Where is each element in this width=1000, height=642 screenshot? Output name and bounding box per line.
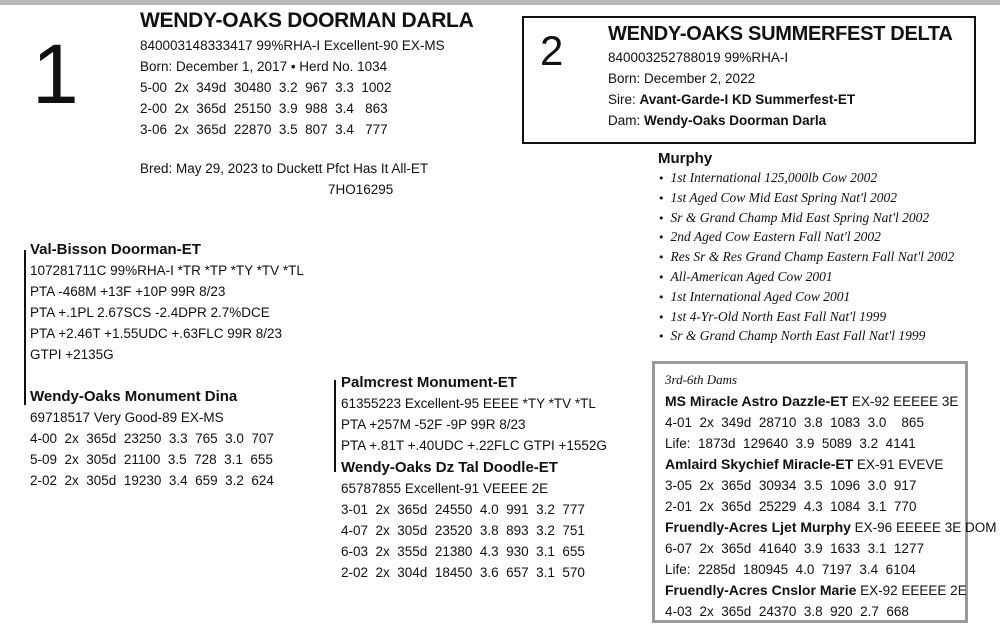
award-item: • 2nd Aged Cow Eastern Fall Nat'l 2002 [658,228,954,248]
lot2-sire [608,89,953,110]
award-item: • Res Sr & Res Grand Champ Eastern Fall Nat'l 2002 [658,248,954,268]
sire2-line: PTA +257M -52F -9P 99R 8/23 [341,417,526,432]
dam2-name: Wendy-Oaks Dz Tal Doodle-ET [341,459,558,476]
dams-entry-line: 6-07 2x 365d 41640 3.9 1633 3.1 1277 [665,540,924,556]
lot2-dam-label: Dam: [608,113,641,128]
lot2-box [522,16,976,144]
award-item: • All-American Aged Cow 2001 [658,268,954,288]
dams-entry-class: EX-92 EEEEE 2E [856,582,967,598]
lot2-dam-name: Wendy-Oaks Doorman Darla [644,113,827,128]
dams-entry-class: EX-92 EEEEE 3E [848,393,959,409]
dam2-line: 2-02 2x 304d 18450 3.6 657 3.1 570 [341,565,585,580]
lot1-born: Born: December 1, 2017 • Herd No. 1034 [140,59,388,74]
dams-entry [665,517,996,538]
dams-entry-class: EX-91 EVEVE [853,456,944,472]
dams-entry [665,391,996,412]
lot1-record: 3-06 2x 365d 22870 3.5 807 3.4 777 [140,122,388,137]
award-item: • 1st 4-Yr-Old North East Fall Nat'l 1999 [658,308,954,328]
sire2-name: Palmcrest Monument-ET [341,374,517,391]
lot2-number: 2 [540,27,564,74]
dams-entry [665,580,996,601]
dams-entry-name: Fruendly-Acres Cnslor Marie [665,581,857,598]
dams-entry-name: MS Miracle Astro Dazzle-ET [665,392,849,409]
pedigree-bracket [334,380,336,472]
lot1-registration: 840003148333417 99%RHA-I Excellent-90 EX-MS [140,38,445,53]
top-border [0,0,1000,5]
dam2-line: 6-03 2x 355d 21380 4.3 930 3.1 655 [341,544,585,559]
dams-entry-name: Fruendly-Acres Ljet Murphy [665,518,851,535]
sire1-name: Val-Bisson Doorman-ET [30,241,201,258]
dam2-line: 4-07 2x 305d 23520 3.8 893 3.2 751 [341,523,585,538]
sire1-line: PTA -468M +13F +10P 99R 8/23 [30,284,226,299]
dam1-name: Wendy-Oaks Monument Dina [30,388,238,405]
dam1-line: 4-00 2x 365d 23250 3.3 765 3.0 707 [30,431,274,446]
dams-entry-line: Life: 2285d 180945 4.0 7197 3.4 6104 [665,561,916,577]
lot2-sire-label: Sire: [608,92,636,107]
pedigree-bracket [24,250,26,405]
sire1-line: GTPI +2135G [30,347,114,362]
award-item: • 1st Aged Cow Mid East Spring Nat'l 2002 [658,189,954,209]
lot2-sire-name: Avant-Garde-I KD Summerfest-ET [639,92,856,107]
lot1-bred-code: 7HO16295 [328,182,394,197]
dam1-line: 69718517 Very Good-89 EX-MS [30,410,224,425]
sire2-line: 61355223 Excellent-95 EEEE *TY *TV *TL [341,396,596,411]
lot2-title: WENDY-OAKS SUMMERFEST DELTA [608,23,953,45]
award-item: • 1st International 125,000lb Cow 2002 [658,169,954,189]
lot1-record: 2-00 2x 365d 25150 3.9 988 3.4 863 [140,101,388,116]
sire1-block [30,240,304,365]
sire2-block [341,373,607,456]
sire1-line: PTA +.1PL 2.67SCS -2.4DPR 2.7%DCE [30,305,270,320]
lot2-registration: 840003252788019 99%RHA-I [608,50,789,65]
murphy-awards [658,169,954,347]
lot2-born: Born: December 2, 2022 [608,71,756,86]
sire1-line: PTA +2.46T +1.55UDC +.63FLC 99R 8/23 [30,326,283,341]
award-item: • Sr & Grand Champ North East Fall Nat'l 1999 [658,327,954,347]
dams-entry-line: 2-01 2x 365d 25229 4.3 1084 3.1 770 [665,498,917,514]
sire2-line: PTA +.81T +.40UDC +.22FLC GTPI +1552G [341,438,607,453]
dam1-line: 2-02 2x 305d 19230 3.4 659 3.2 624 [30,473,274,488]
dam2-block [341,458,585,583]
dam2-line: 65787855 Excellent-91 VEEEE 2E [341,481,549,496]
murphy-block [658,149,954,347]
dams-entry [665,454,996,475]
dams-entry-line: 4-03 2x 365d 24370 3.8 920 2.7 668 [665,603,909,619]
lot1-bred: Bred: May 29, 2023 to Duckett Pfct Has It All-ET [140,161,429,176]
dam1-block [30,387,274,491]
lot-number: 1 [32,27,79,121]
dams-entry-line: 3-05 2x 365d 30934 3.5 1096 3.0 917 [665,477,917,493]
lot1-record: 5-00 2x 349d 30480 3.2 967 3.3 1002 [140,80,392,95]
award-item: • Sr & Grand Champ Mid East Spring Nat'l 2002 [658,209,954,229]
dams-heading: 3rd-6th Dams [665,372,738,387]
dam1-line: 5-09 2x 305d 21100 3.5 728 3.1 655 [30,452,273,467]
lot1-block [140,9,473,200]
murphy-name: Murphy [658,150,713,167]
dam2-line: 3-01 2x 365d 24550 4.0 991 3.2 777 [341,502,585,517]
lot1-title: WENDY-OAKS DOORMAN DARLA [140,9,474,32]
lot2-dam [608,110,953,131]
award-item: • 1st International Aged Cow 2001 [658,288,954,308]
dams-entry-line: Life: 1873d 129640 3.9 5089 3.2 4141 [665,435,916,451]
dams-box [652,361,997,623]
sire1-line: 107281711C 99%RHA-I *TR *TP *TY *TV *TL [30,263,304,278]
dams-entry-line: 4-01 2x 349d 28710 3.8 1083 3.0 865 [665,414,924,430]
dams-entry-name: Amlaird Skychief Miracle-ET [665,455,854,472]
dams-entry-class: EX-96 EEEEE 3E DOM [850,519,997,535]
